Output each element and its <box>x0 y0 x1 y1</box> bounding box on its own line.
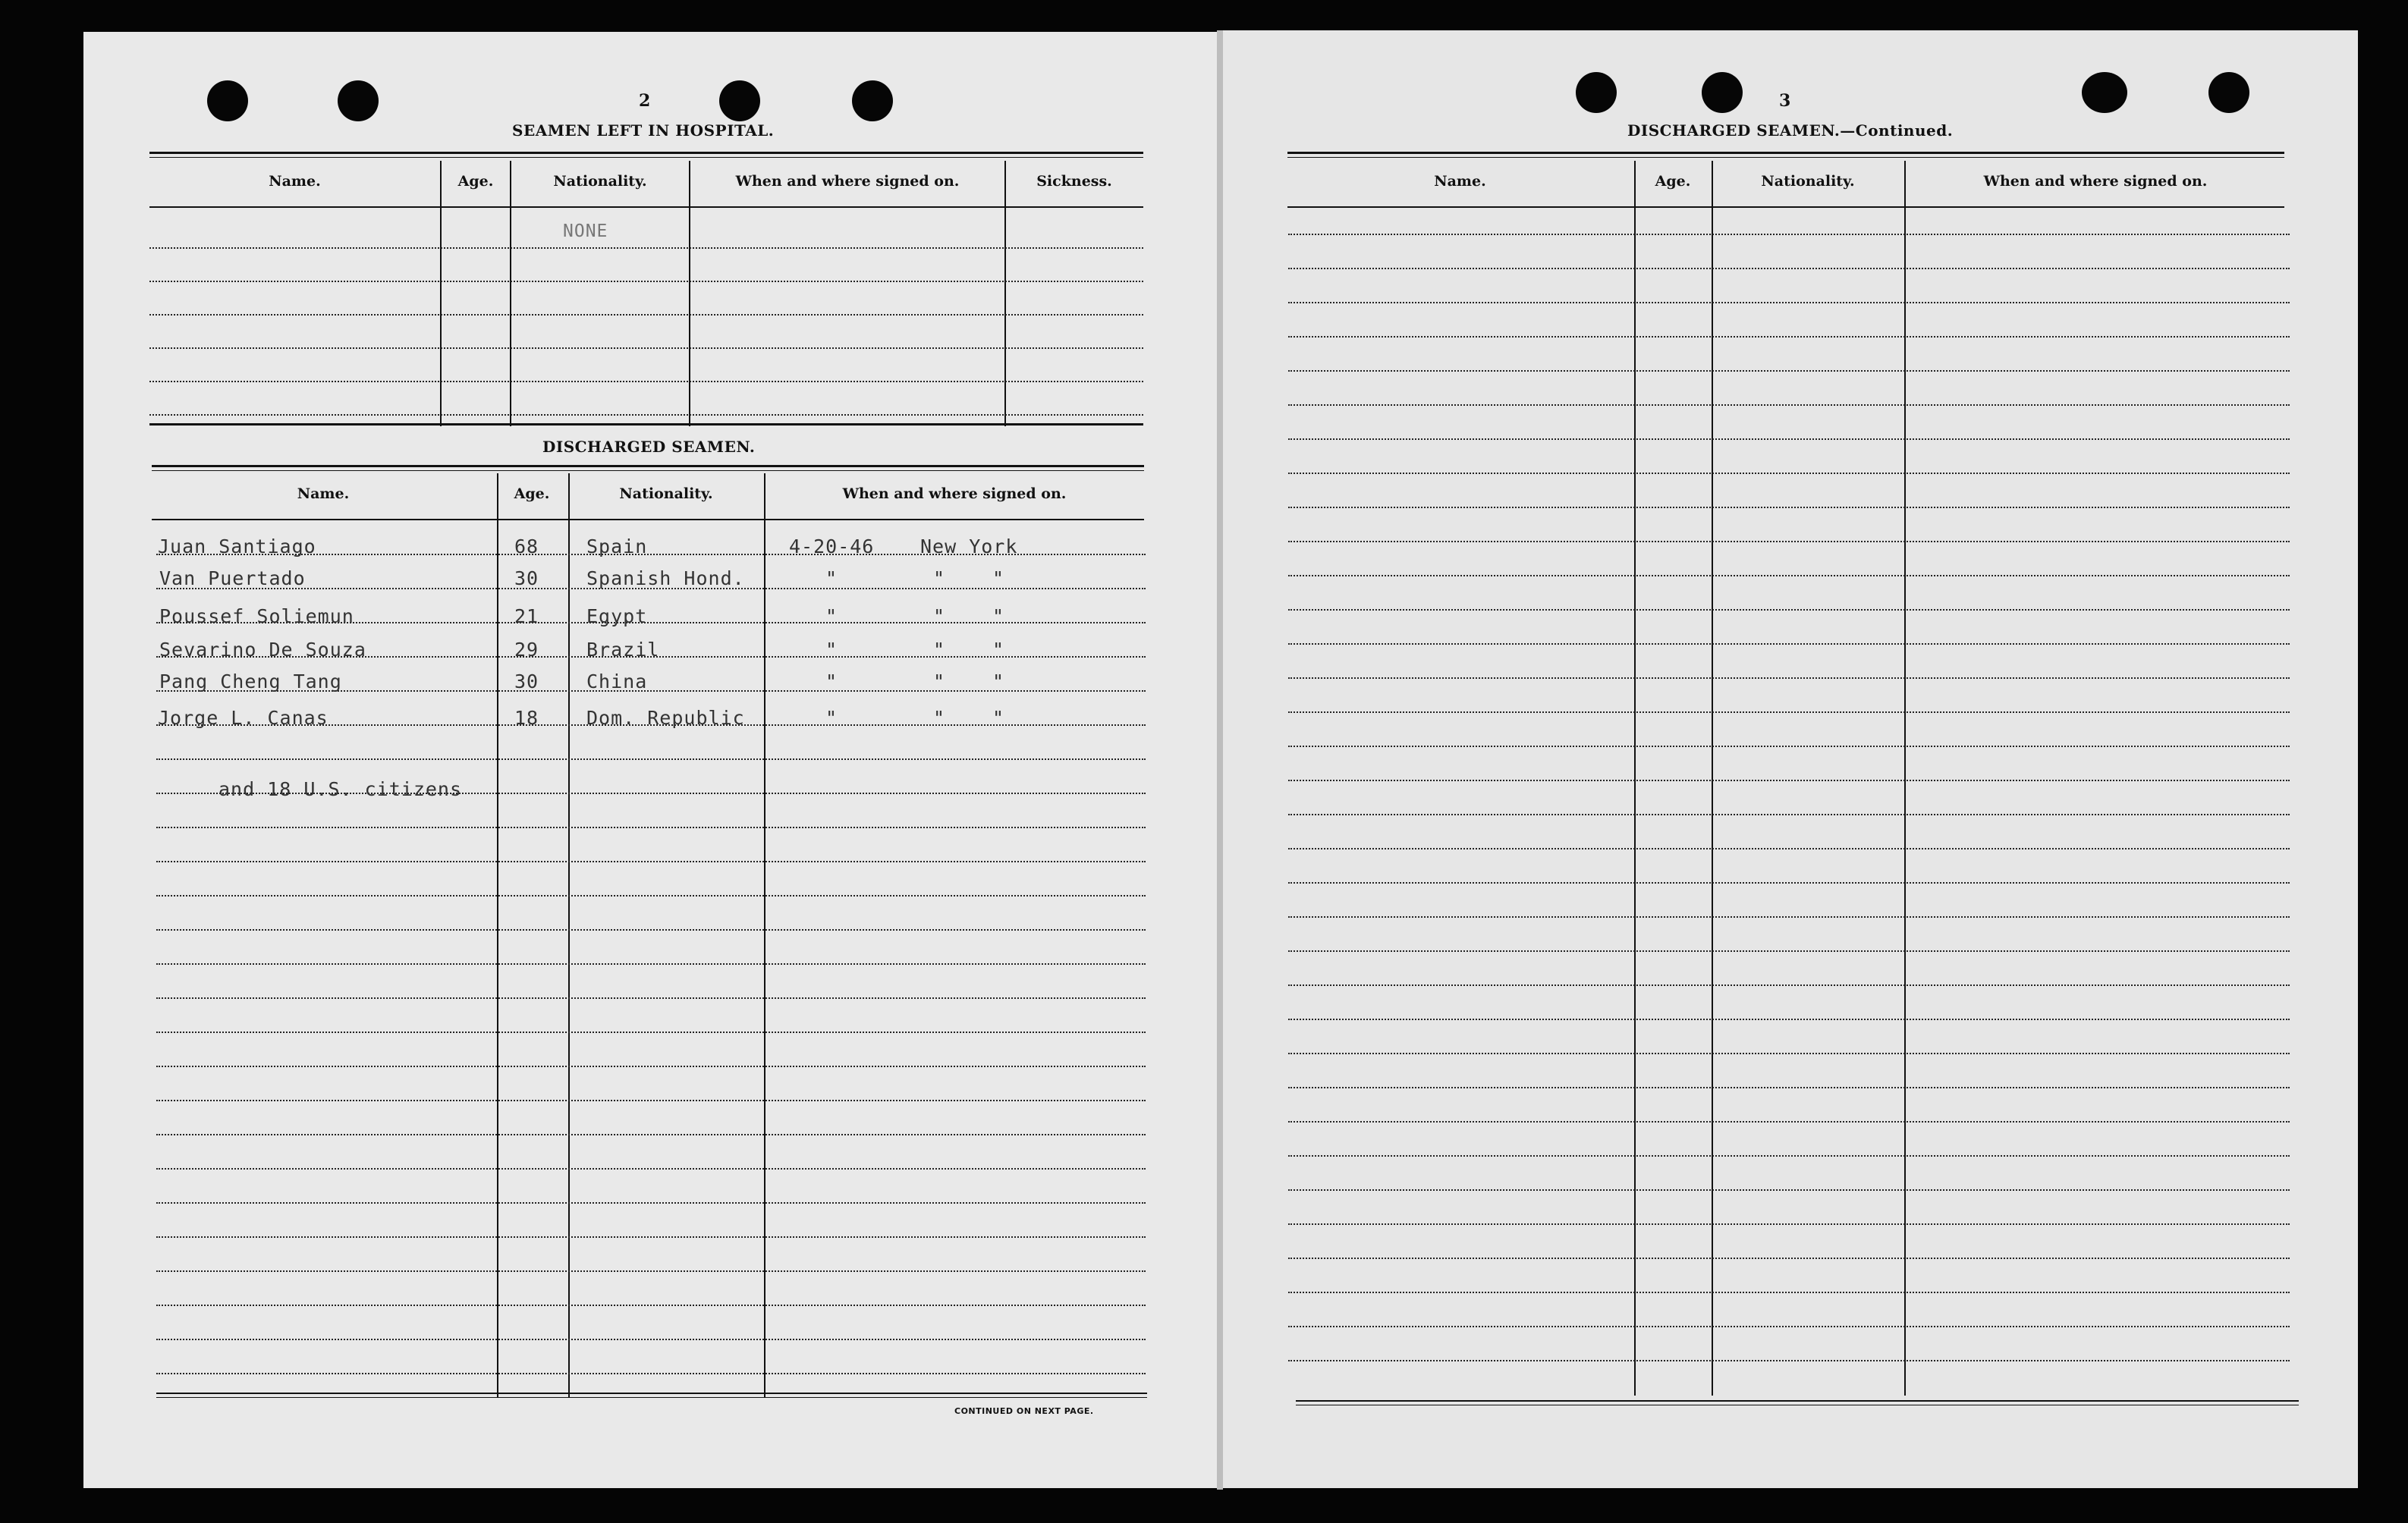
discharged-col-nationality: Nationality. <box>619 485 713 502</box>
ruled-line <box>156 1202 1146 1204</box>
seaman-name: Jorge L. Canas <box>158 707 329 729</box>
seaman-signed-ditto: " <box>992 670 1005 692</box>
ruled-line <box>1288 848 2290 849</box>
hospital-col-divider <box>510 161 511 426</box>
right-header-rule <box>1287 206 2284 208</box>
ruled-line <box>1288 336 2290 338</box>
ruled-line <box>156 758 1146 760</box>
hospital-col-signed-on: When and where signed on. <box>735 173 960 190</box>
hospital-col-divider <box>689 161 690 426</box>
right-col-divider <box>1712 161 1713 1396</box>
discharged-col-divider <box>764 473 765 1397</box>
hospital-top-rule-thin <box>149 157 1143 158</box>
hospital-section-title: SEAMEN LEFT IN HOSPITAL. <box>512 121 775 140</box>
ruled-line <box>156 929 1146 931</box>
ruled-line <box>1288 1223 2290 1225</box>
discharged-col-divider <box>568 473 570 1397</box>
right-col-name: Name. <box>1434 173 1486 190</box>
ruled-line <box>1288 746 2290 747</box>
hospital-row-line <box>149 281 1143 282</box>
seaman-age: 29 <box>514 639 539 661</box>
seaman-signed-date: " <box>825 605 838 627</box>
ruled-line <box>1288 1360 2290 1361</box>
ruled-line <box>156 1134 1146 1135</box>
seaman-signed-place: " <box>933 670 946 692</box>
ruled-line <box>1288 950 2290 952</box>
right-col-divider <box>1904 161 1906 1396</box>
hospital-col-name: Name. <box>269 173 321 190</box>
ruled-line <box>156 1373 1146 1374</box>
punch-hole <box>719 80 760 121</box>
ruled-line <box>1288 1053 2290 1054</box>
punch-hole <box>852 80 893 121</box>
hospital-top-rule <box>149 152 1143 154</box>
ruled-line <box>1288 541 2290 542</box>
page-seam <box>1217 30 1223 1490</box>
ruled-line <box>156 1100 1146 1101</box>
discharged-top-rule-thin <box>152 470 1144 471</box>
discharged-bottom-rule-thin <box>156 1397 1147 1398</box>
seaman-signed-ditto: " <box>992 567 1005 589</box>
ruled-line <box>156 895 1146 897</box>
seaman-signed-place: " <box>933 567 946 589</box>
right-bottom-rule <box>1296 1400 2299 1402</box>
ruled-line <box>1288 677 2290 679</box>
hospital-row-line <box>149 347 1143 349</box>
hospital-row-line <box>149 314 1143 316</box>
hospital-col-nationality: Nationality. <box>553 173 647 190</box>
seaman-signed-date: " <box>825 707 838 729</box>
hospital-header-rule <box>149 206 1143 208</box>
ruled-line <box>1288 984 2290 986</box>
ruled-line <box>1288 1258 2290 1259</box>
ruled-line <box>156 1339 1146 1340</box>
discharged-top-rule <box>152 465 1144 467</box>
hospital-col-divider <box>1004 161 1006 426</box>
seaman-signed-date: " <box>825 639 838 661</box>
ruled-line <box>156 1168 1146 1170</box>
continued-note: CONTINUED ON NEXT PAGE. <box>954 1406 1094 1416</box>
citizens-note: and 18 U.S. citizens <box>218 778 463 800</box>
ruled-line <box>156 827 1146 828</box>
ruled-line <box>1288 609 2290 611</box>
seaman-nationality: Brazil <box>586 639 660 661</box>
punch-hole <box>2208 72 2249 113</box>
seaman-signed-ditto: " <box>992 639 1005 661</box>
ruled-line <box>156 1066 1146 1067</box>
discharged-col-divider <box>497 473 498 1397</box>
seaman-signed-date: 4-20-46 <box>789 535 875 557</box>
ruled-line <box>156 1305 1146 1306</box>
seaman-age: 30 <box>514 670 539 692</box>
left-page <box>83 32 1221 1488</box>
right-page <box>1221 30 2358 1488</box>
seaman-nationality: Dom. Republic <box>586 707 745 729</box>
discharged-bottom-rule <box>156 1393 1147 1394</box>
discharged-col-name: Name. <box>297 485 350 502</box>
hospital-row-line <box>149 414 1143 416</box>
ruled-line <box>156 963 1146 965</box>
page-number: 3 <box>1779 91 1791 111</box>
ruled-line <box>1288 1326 2290 1327</box>
right-col-nationality: Nationality. <box>1761 173 1855 190</box>
seaman-name: Juan Santiago <box>158 535 316 557</box>
seaman-name: Poussef Soliemun <box>159 605 354 627</box>
hospital-row-line <box>149 247 1143 249</box>
right-col-age: Age. <box>1655 173 1691 190</box>
seaman-signed-date: " <box>825 567 838 589</box>
ruled-line <box>1288 404 2290 406</box>
ruled-line <box>1288 507 2290 508</box>
hospital-col-sickness: Sickness. <box>1036 173 1112 190</box>
punch-hole <box>1702 72 1743 113</box>
right-col-divider <box>1634 161 1636 1396</box>
hospital-row-line <box>149 381 1143 382</box>
hospital-col-divider <box>440 161 442 426</box>
punch-hole <box>338 80 379 121</box>
seaman-nationality: Spanish Hond. <box>586 567 745 589</box>
ruled-line <box>156 1032 1146 1033</box>
hospital-bottom-rule <box>149 423 1143 425</box>
ruled-line <box>1288 1189 2290 1191</box>
discharged-col-signed-on: When and where signed on. <box>842 485 1067 502</box>
seaman-age: 18 <box>514 707 539 729</box>
hospital-none-entry: NONE <box>563 221 608 241</box>
discharged-header-rule <box>152 519 1144 520</box>
seaman-age: 30 <box>514 567 539 589</box>
continued-section-title: DISCHARGED SEAMEN.—Continued. <box>1627 121 1954 140</box>
ruled-line <box>1288 438 2290 440</box>
seaman-nationality: Egypt <box>586 605 648 627</box>
seaman-nationality: Spain <box>586 535 648 557</box>
ruled-line <box>1288 1155 2290 1157</box>
seaman-signed-place: New York <box>920 535 1018 557</box>
ruled-line <box>1288 575 2290 576</box>
ruled-line <box>1288 711 2290 713</box>
ruled-line <box>156 1236 1146 1238</box>
ruled-line <box>156 861 1146 862</box>
ruled-line <box>1288 268 2290 269</box>
ruled-line <box>1288 1292 2290 1293</box>
ruled-line <box>1288 1019 2290 1020</box>
seaman-signed-date: " <box>825 670 838 692</box>
ruled-line <box>1288 780 2290 781</box>
discharged-section-title: DISCHARGED SEAMEN. <box>542 438 756 456</box>
seaman-nationality: China <box>586 670 648 692</box>
ruled-line <box>1288 882 2290 884</box>
ruled-line <box>1288 1087 2290 1088</box>
seaman-age: 21 <box>514 605 539 627</box>
right-top-rule <box>1287 152 2284 154</box>
seaman-signed-place: " <box>933 639 946 661</box>
seaman-name: Van Puertado <box>159 567 306 589</box>
seaman-signed-place: " <box>933 707 946 729</box>
ruled-line <box>156 1270 1146 1272</box>
ruled-line <box>1288 814 2290 815</box>
right-top-rule-thin <box>1287 157 2284 158</box>
page-number: 2 <box>639 91 651 111</box>
punch-hole <box>1576 72 1617 113</box>
right-col-signed-on: When and where signed on. <box>1983 173 2208 190</box>
ruled-line <box>156 997 1146 999</box>
ruled-line <box>1288 370 2290 372</box>
ruled-line <box>1288 234 2290 235</box>
ruled-line <box>1288 473 2290 474</box>
seaman-signed-place: " <box>933 605 946 627</box>
seaman-signed-ditto: " <box>992 707 1005 729</box>
seaman-signed-ditto: " <box>992 605 1005 627</box>
discharged-col-age: Age. <box>514 485 550 502</box>
ruled-line <box>1288 643 2290 645</box>
punch-hole <box>207 80 248 121</box>
seaman-name: Sevarino De Souza <box>159 639 366 661</box>
hospital-col-age: Age. <box>457 173 494 190</box>
seaman-age: 68 <box>514 535 539 557</box>
seaman-name: Pang Cheng Tang <box>159 670 342 692</box>
punch-hole <box>2082 72 2127 113</box>
ruled-line <box>1288 1121 2290 1123</box>
ruled-line <box>1288 916 2290 918</box>
ruled-line <box>1288 302 2290 303</box>
